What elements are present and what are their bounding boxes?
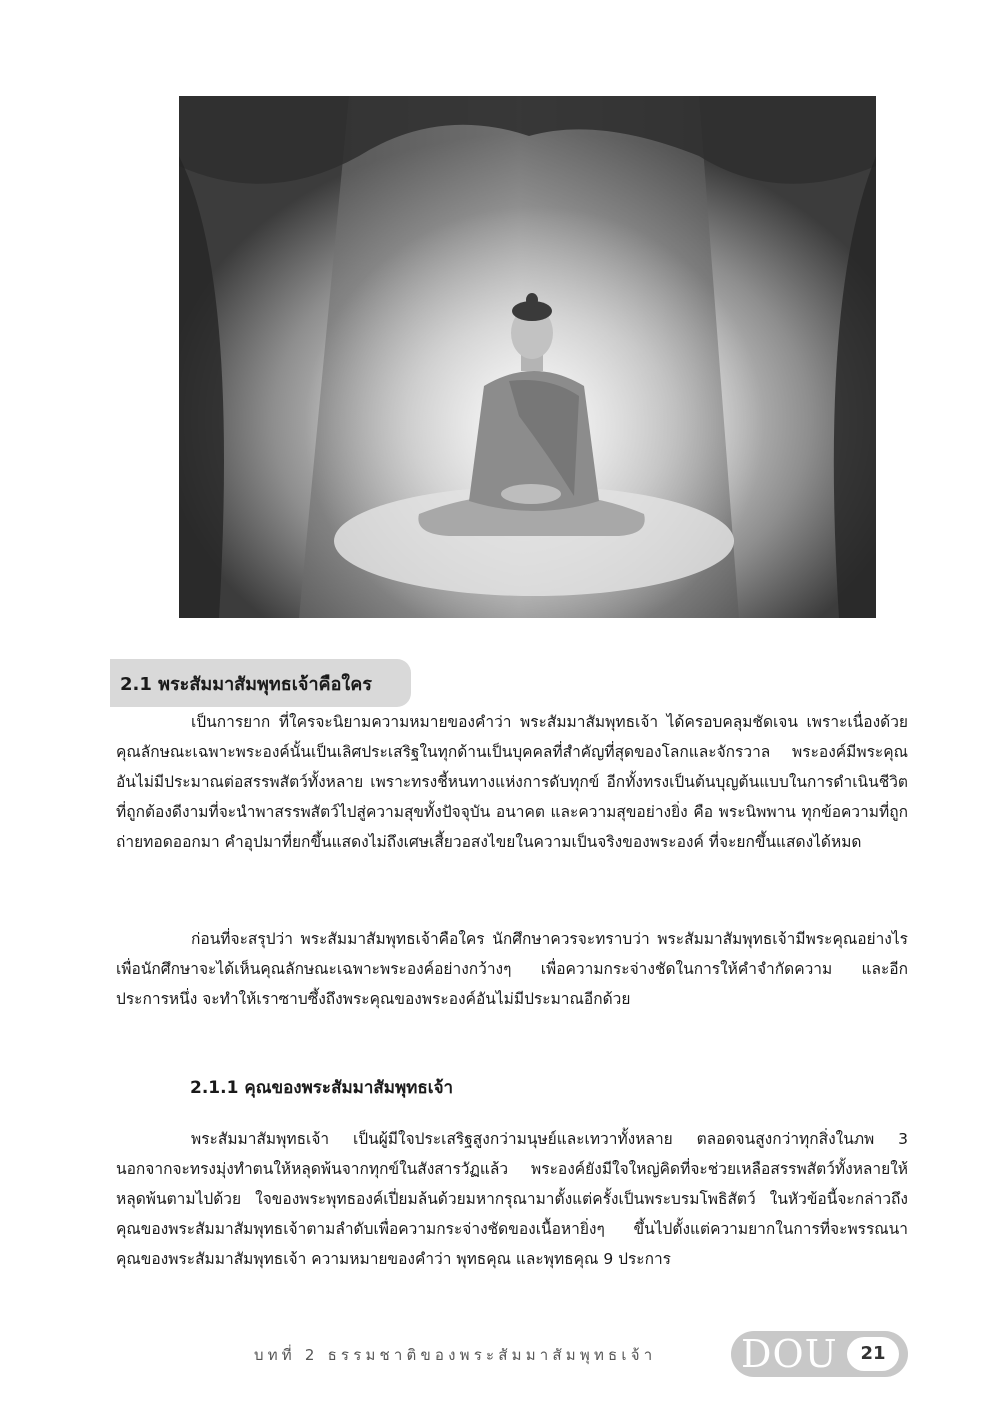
footer-badge bbox=[731, 1331, 908, 1377]
subsection-paragraph: พระสัมมาสัมพุทธเจ้า เป็นผู้มีใจประเสริฐสูงกว่ามนุษย์และเทวาทั้งหลาย ตลอดจนสูงกว่าทุกสิ่งในภพ 3 นอกจากจะทรงมุ่งทำตนให้หลุดพ้นจากทุกข์ในสังสารวัฏแล้ว พระองค์ยังมีใจใหญ่คิดที่จะช่วยเหลือสรรพสัตว์ทั้งหลายให้หลุดพ้นตามไปด้วย ใจของพระพุทธองค์เปี่ยมล้นด้วยมหากรุณามาตั้งแต่ครั้งเป็นพระบรมโพธิสัตว์ ในหัวข้อนี้จะกล่าวถึงคุณของพระสัมมาสัมพุทธเจ้าตามลำดับเพื่อความกระจ่างชัดของเนื้อหายิ่งๆ ขึ้นไปตั้งแต่ความยากในการที่จะพรรณนาคุณของพระสัมมาสัมพุทธเจ้า ความหมายของคำว่า พุทธคุณ และพุทธคุณ 9 ประการ bbox=[116, 1130, 908, 1268]
section-paragraph-2: ก่อนที่จะสรุปว่า พระสัมมาสัมพุทธเจ้าคือใคร นักศึกษาควรจะทราบว่า พระสัมมาสัมพุทธเจ้ามีพระคุณอย่างไร เพื่อนักศึกษาจะได้เห็นคุณลักษณะเฉพาะพระองค์อย่างกว้างๆ เพื่อความกระจ่างชัดในการให้คำจำกัดความ และอีกประการหนึ่ง จะทำให้เราซาบซึ้งถึงพระคุณของพระองค์อันไม่มีประมาณอีกด้วย bbox=[116, 930, 908, 1008]
dou-logo: DOU bbox=[741, 1332, 838, 1376]
buddha-meditation-illustration bbox=[179, 96, 876, 618]
section-paragraph-1: เป็นการยาก ที่ใครจะนิยามความหมายของคำว่า พระสัมมาสัมพุทธเจ้า ได้ครอบคลุมชัดเจน เพราะเนื่องด้วยคุณลักษณะเฉพาะพระองค์นั้นเป็นเลิศประเสริฐในทุกด้านเป็นบุคคลที่สำคัญที่สุดของโลกและจักรวาล พระองค์มีพระคุณอันไม่มีประมาณต่อสรรพสัตว์ทั้งหลาย เพราะทรงชี้หนทางแห่งการดับทุกข์ อีกทั้งทรงเป็นต้นบุญต้นแบบในการดำเนินชีวิตที่ถูกต้องดีงามที่จะนำพาสรรพสัตว์ไปสู่ความสุขทั้งปัจจุบัน อนาคต และความสุขอย่างยิ่ง คือ พระนิพพาน ทุกข้อความที่ถูกถ่ายทอดออกมา คำอุปมาที่ยกขึ้นแสดงไม่ถึงเศษเสี้ยวอสงไขยในความเป็นจริงของพระองค์ ที่จะยกขึ้นแสดงได้หมด bbox=[116, 713, 908, 851]
page-number: 21 bbox=[847, 1337, 899, 1371]
section-heading-box bbox=[110, 659, 411, 707]
section-heading: 2.1 พระสัมมาสัมพุทธเจ้าคือใคร bbox=[120, 673, 372, 695]
footer-chapter-title: บทที่ 2 ธรรมชาติของพระสัมมาสัมพุทธเจ้า bbox=[254, 1346, 657, 1364]
subsection-heading: 2.1.1 คุณของพระสัมมาสัมพุทธเจ้า bbox=[190, 1078, 454, 1098]
